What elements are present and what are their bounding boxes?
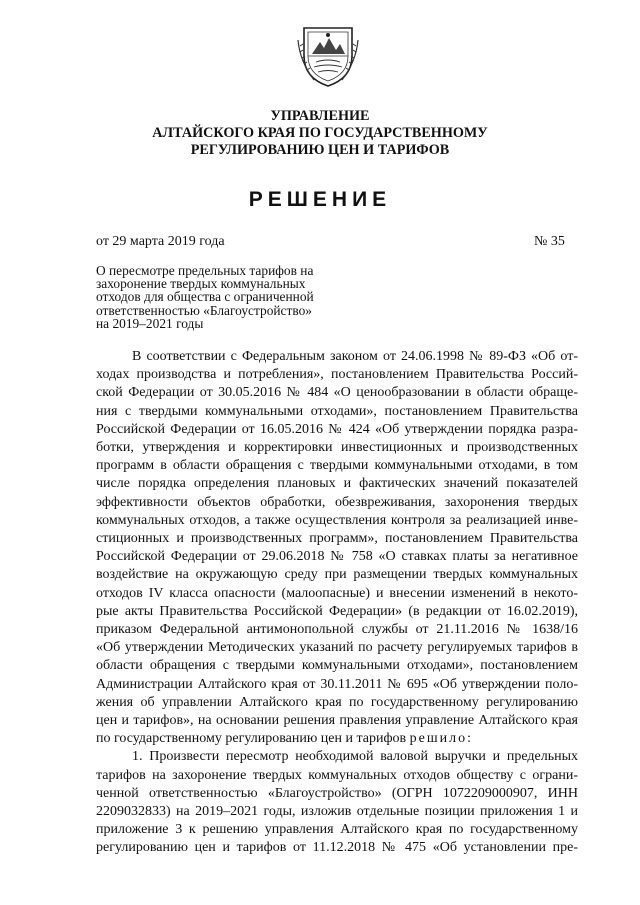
document-type-title: РЕШЕНИЕ: [248, 188, 392, 211]
body-line: [96, 730, 578, 748]
body-line: коммунальных отходов, а также осуществления контроля за реализацией инве-: [96, 512, 578, 528]
agency-line: РЕГУЛИРОВАНИЮ ЦЕН И ТАРИФОВ: [190, 142, 450, 158]
body-line: В соответствии с Федеральным законом от 24.06.1998 № 89-ФЗ «Об от-: [132, 349, 578, 364]
body-line: цен и тарифов», на основании решения правления управление Алтайского края: [96, 713, 578, 729]
body-line: приказом Федеральной антимонопольной службы от 21.11.2016 № 1638/16: [96, 622, 578, 638]
body-line: приложение 3 к решению управления Алтайского края по государственному: [96, 822, 578, 838]
body-line: Российской Федерации от 16.05.2016 № 424 «Об утверждении порядка разра-: [96, 421, 578, 437]
body-line: Администрации Алтайского края от 30.11.2011 № 695 «Об утверждении поло-: [96, 676, 578, 692]
body-line: области обращения с твердыми коммунальными отходами», постановлением: [96, 658, 578, 674]
body-line: ченной ответственностью «Благоустройство» (ОГРН 1072209000907, ИНН: [96, 785, 578, 801]
body-line: ходах производства и потребления», постановлением Правительства Россий-: [96, 367, 578, 383]
body-line-text: по государственному регулированию цен и тарифов: [96, 731, 407, 747]
subject-line: отходов для общества с ограниченной: [96, 289, 314, 305]
body-line: 2209032833) на 2019–2021 годы, изложив отдельные позиции приложения 1 и: [96, 804, 578, 820]
subject-line: захоронение твердых коммунальных: [96, 276, 306, 292]
body-line: тарифов на захоронение твердых коммунальных отходов обществу с ограни-: [96, 767, 578, 783]
body-line: регулированию цен и тарифов от 11.12.2018 № 475 «Об установлении пре-: [96, 840, 578, 856]
document-number: № 35: [534, 234, 565, 249]
body-line: числе порядка определения плановых и фактических значений показателей: [96, 476, 578, 492]
body-line: рые акты Правительства Российской Федерации» (в редакции от 16.02.2019),: [96, 603, 578, 619]
subject-line: на 2019–2021 годы: [96, 315, 204, 331]
body-line: ния с твердыми коммунальными отходами», постановлением Правительства: [96, 403, 578, 419]
body-line: «Об утверждении Методических указаний по расчету регулируемых тарифов в: [96, 640, 578, 656]
body-line: жения об управлении Алтайского края по государственному регулированию: [96, 694, 578, 710]
document-date: от 29 марта 2019 года: [96, 234, 225, 249]
body-line: отходов IV класса опасности (малоопасные) и внесении изменений в некото-: [96, 585, 578, 601]
document-subject: [96, 264, 332, 330]
paragraph-preamble: [96, 348, 578, 748]
body-line: ской Федерации от 30.05.2016 № 484 «О ценообразовании в области обраще-: [96, 385, 578, 401]
body-line: Российской Федерации от 29.06.2018 № 758 «О ставках платы за негативное: [96, 549, 578, 565]
agency-line: АЛТАЙСКОГО КРАЯ ПО ГОСУДАРСТВЕННОМУ: [152, 125, 488, 141]
agency-line: УПРАВЛЕНИЕ: [270, 108, 370, 124]
agency-name: [0, 108, 640, 159]
resolution-word: решило:: [409, 731, 474, 747]
subject-line: О пересмотре предельных тарифов на: [96, 263, 314, 278]
subject-line: ответственностью «Благоустройство»: [96, 302, 312, 318]
coat-of-arms-emblem-icon: [296, 22, 360, 90]
document-body: [96, 348, 578, 858]
body-line: 1. Произвести пересмотр необходимой валовой выручки и предельных: [132, 749, 578, 765]
body-line: стиционных и производственных программ», постановлением Правительства: [96, 531, 578, 547]
body-line: программ в области обращения с твердыми коммунальными отходами, в том: [96, 458, 578, 474]
paragraph-item-1: [96, 748, 578, 857]
body-line: эффективности объектов обработки, обезвреживания, захоронения твердых: [96, 494, 578, 510]
body-line: ботки, утверждения и корректировки инвестиционных и производственных: [96, 440, 578, 456]
body-line: воздействие на окружающую среду при размещении твердых коммунальных: [96, 567, 578, 583]
